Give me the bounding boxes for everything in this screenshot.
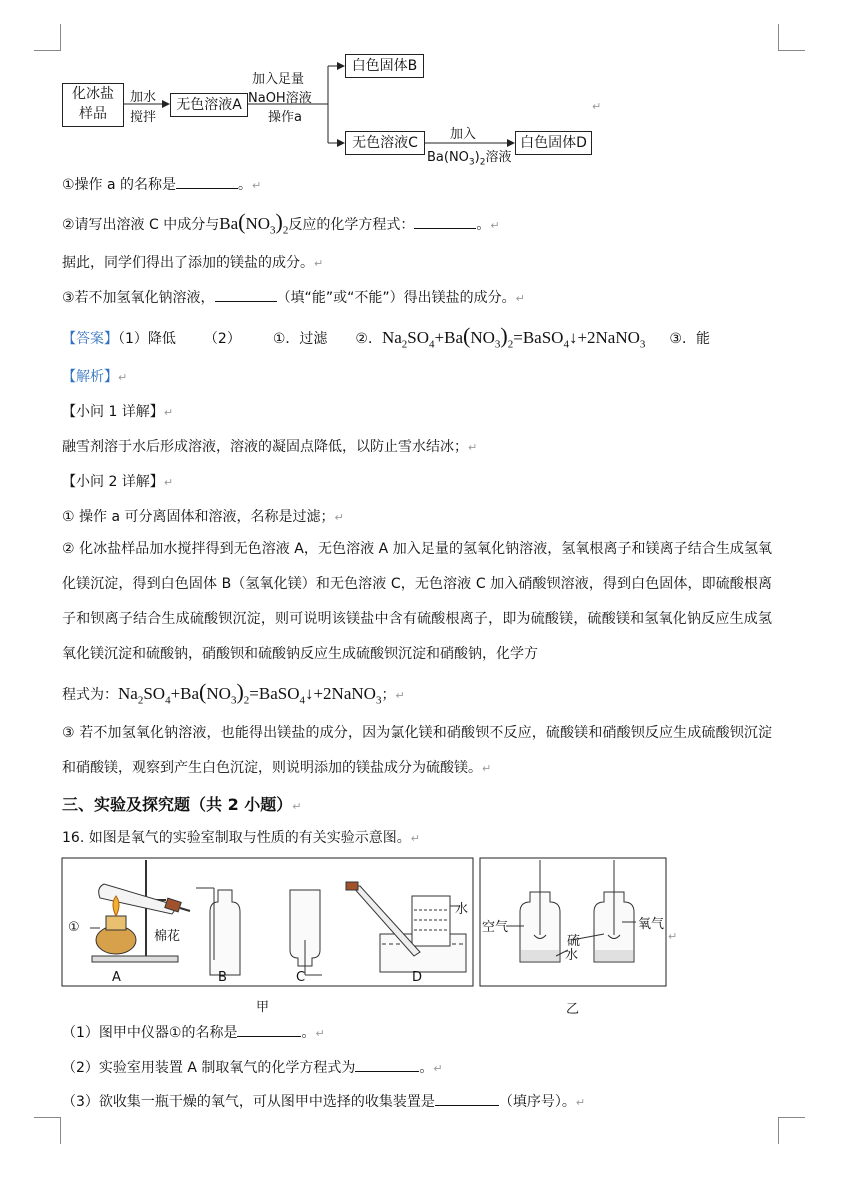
solution-a-box: 无色溶液A bbox=[170, 93, 248, 117]
analysis-sub1-body: 融雪剂溶于水后形成溶液，溶液的凝固点降低，以防止雪水结冰； bbox=[62, 439, 468, 455]
sample-line1: 化冰盐 bbox=[72, 86, 114, 102]
question-3-post: （填“能”或“不能”）得出镁盐的成分。 bbox=[276, 290, 516, 306]
figure-label-D: D bbox=[412, 970, 423, 985]
subquestion-3: （3）欲收集一瓶干燥的氧气，可从图甲中选择的收集装置是 （填序号）。↵ bbox=[62, 1091, 585, 1113]
figure-label-B: B bbox=[218, 970, 227, 985]
figure-label-yi: 乙 bbox=[566, 1002, 580, 1017]
analysis-sub2-p1: ① 操作 a 可分离固体和溶液，名称是过滤；↵ bbox=[62, 509, 344, 525]
figure-paragraph-mark: ↵ bbox=[668, 930, 678, 943]
answer-sub-1: ①．过滤 bbox=[272, 331, 328, 347]
analysis-sub1-text: 融雪剂溶于水后形成溶液，溶液的凝固点降低，以防止雪水结冰；↵ bbox=[62, 439, 478, 455]
section-3-title-text: 三、实验及探究题（共 2 小题） bbox=[62, 795, 293, 814]
analysis-sub1-title-text: 【小问 1 详解】 bbox=[62, 404, 164, 420]
analysis-equation-prefix: 程式为： bbox=[62, 687, 118, 703]
add-water-label: 加水 bbox=[130, 90, 157, 105]
question-16: 16. 如图是氧气的实验室制取与性质的有关实验示意图。↵ bbox=[62, 830, 420, 846]
subquestion-3-text: （3）欲收集一瓶干燥的氧气，可从图甲中选择的收集装置是 bbox=[62, 1094, 435, 1110]
analysis-sub2-title-text: 【小问 2 详解】 bbox=[62, 474, 164, 490]
question-2-end: 。 bbox=[476, 217, 491, 233]
analysis-sub2-p2-equation-line: 程式为：$Na_2SO_4+Ba(NO_3)_2=BaSO_4↓+2NaNO_3$；↵ bbox=[62, 679, 405, 707]
question-3: ③若不加氢氧化钠溶液， （填“能”或“不能”）得出镁盐的成分。↵ bbox=[62, 287, 525, 309]
analysis-sub2-p2-text: ② 化冰盐样品加水搅拌得到无色溶液 A，无色溶液 A 加入足量的氢氧化钠溶液，氢氧根离子和镁离子结合生成氢氧化镁沉淀，得到白色固体 B（氢氧化镁）和无色溶液 C，无色溶液 C 加入硝酸钡溶液，得到白色固体，即硫酸根离子和钡离子结合生成硫酸钡沉淀，则可说明该镁盐中含有硫酸根离子，即为硫酸镁，硫酸镁和氢氧化钠反应生成氢氧化镁沉淀和硫酸钠，硝酸钡和硫酸钠反应生成硫酸钡沉淀和硝酸钠，化学方 bbox=[62, 541, 772, 662]
analysis-label-text: 【解析】 bbox=[62, 369, 118, 385]
add-ba-solution: 溶液 bbox=[485, 150, 512, 165]
add-ba-sub3: 3 bbox=[468, 157, 475, 168]
section-3-title: 三、实验及探究题（共 2 小题）↵ bbox=[62, 795, 302, 814]
subquestion-3-blank bbox=[435, 1091, 499, 1106]
subquestion-2-blank bbox=[355, 1057, 419, 1072]
analysis-sub2-p3-text: ③ 若不加氢氧化钠溶液，也能得出镁盐的成分，因为氯化镁和硝酸钡不反应，硫酸镁和硝酸钡反应生成硫酸钡沉淀和硝酸镁，观察到产生白色沉淀，则说明添加的镁盐成分为硫酸镁。 bbox=[62, 725, 772, 776]
figure-label-sulfur: 硫 bbox=[567, 934, 581, 949]
figure-label-1: ① bbox=[68, 920, 80, 935]
figure-label-water: 水 bbox=[455, 902, 469, 917]
answer-part-1: （1）降低 bbox=[118, 331, 176, 347]
add-ba-close: ) bbox=[474, 150, 480, 165]
answer-sub-3: ③．能 bbox=[669, 331, 710, 347]
conclusion-line: 据此，同学们得出了添加的镁盐的成分。↵ bbox=[62, 255, 324, 271]
question-2-post: 反应的化学方程式： bbox=[288, 217, 415, 233]
subquestion-3-end: （填序号）。 bbox=[498, 1094, 576, 1110]
answer-equation: $Na_2SO_4+Ba(NO_3)_2=BaSO_4↓+2NaNO_3$ bbox=[381, 323, 646, 351]
analysis-equation: $Na_2SO_4+Ba(NO_3)_2=BaSO_4↓+2NaNO_3$ bbox=[118, 679, 382, 707]
conclusion-text: 据此，同学们得出了添加的镁盐的成分。 bbox=[62, 255, 314, 271]
answer-part-2: （2） bbox=[203, 331, 241, 347]
figure-label-oxygen: 氧气 bbox=[638, 917, 665, 932]
figure-label-water-2: 水 bbox=[565, 948, 579, 963]
subquestion-2-text: （2）实验室用装置 A 制取氧气的化学方程式为 bbox=[62, 1060, 356, 1076]
figure-label-A: A bbox=[112, 970, 121, 985]
question-2-formula: $Ba(NO_3)_2$ bbox=[219, 209, 289, 237]
add-naoh-label-1: 加入足量 bbox=[252, 72, 305, 87]
sample-line2: 样品 bbox=[79, 106, 107, 122]
subquestion-2-end: 。 bbox=[419, 1060, 434, 1076]
analysis-sub2-title: 【小问 2 详解】↵ bbox=[62, 474, 174, 490]
subquestion-1-end: 。 bbox=[301, 1025, 316, 1041]
add-ba-label-1: 加入 bbox=[450, 127, 477, 142]
figure-label-cotton: 棉花 bbox=[154, 929, 181, 944]
analysis-sub1-title: 【小问 1 详解】↵ bbox=[62, 404, 174, 420]
analysis-sub2-p3: ③ 若不加氢氧化钠溶液，也能得出镁盐的成分，因为氯化镁和硝酸钡不反应，硫酸镁和硝酸钡反应生成硫酸钡沉淀和硝酸镁，观察到产生白色沉淀，则说明添加的镁盐成分为硫酸镁。↵ bbox=[62, 725, 772, 776]
solid-d-box: 白色固体D bbox=[515, 131, 592, 155]
figure-label-jia: 甲 bbox=[256, 1000, 270, 1015]
question-2-text: ②请写出溶液 C 中成分与 bbox=[62, 217, 220, 233]
analysis-sub2-p1-text: ① 操作 a 可分离固体和溶液，名称是过滤； bbox=[62, 509, 335, 525]
analysis-label: 【解析】↵ bbox=[62, 369, 128, 385]
subquestion-1-text: （1）图甲中仪器①的名称是 bbox=[62, 1025, 238, 1041]
question-1-text: ①操作 a 的名称是 bbox=[62, 177, 177, 193]
question-1: ①操作 a 的名称是 。↵ bbox=[62, 174, 261, 196]
subquestion-1: （1）图甲中仪器①的名称是 。↵ bbox=[62, 1022, 325, 1044]
add-ba-formula: Ba(NO bbox=[427, 150, 469, 165]
question-1-end: 。 bbox=[238, 177, 253, 193]
add-naoh-label-2: NaOH溶液 bbox=[248, 91, 312, 106]
subquestion-1-blank bbox=[237, 1022, 301, 1037]
analysis-equation-tail: ； bbox=[381, 687, 396, 703]
question-3-text: ③若不加氢氧化钠溶液， bbox=[62, 290, 215, 306]
solid-b-box: 白色固体B bbox=[345, 54, 424, 78]
figure-label-air: 空气 bbox=[482, 920, 509, 935]
operation-a-label: 操作a bbox=[268, 110, 302, 125]
stir-label: 搅拌 bbox=[130, 110, 157, 125]
answer-sub-2: ②． bbox=[355, 331, 382, 347]
question-16-text: 16. 如图是氧气的实验室制取与性质的有关实验示意图。 bbox=[62, 830, 411, 846]
add-ba-sub2: 2 bbox=[479, 157, 486, 168]
paragraph-mark: ↵ bbox=[592, 100, 602, 113]
figure-label-C: C bbox=[296, 970, 306, 985]
solution-c-box: 无色溶液C bbox=[345, 131, 425, 155]
question-2: ②请写出溶液 C 中成分与$Ba(NO_3)_2$反应的化学方程式： 。↵ bbox=[62, 209, 500, 237]
subquestion-2: （2）实验室用装置 A 制取氧气的化学方程式为 。↵ bbox=[62, 1057, 443, 1079]
answer-label: 【答案】 bbox=[62, 331, 118, 347]
